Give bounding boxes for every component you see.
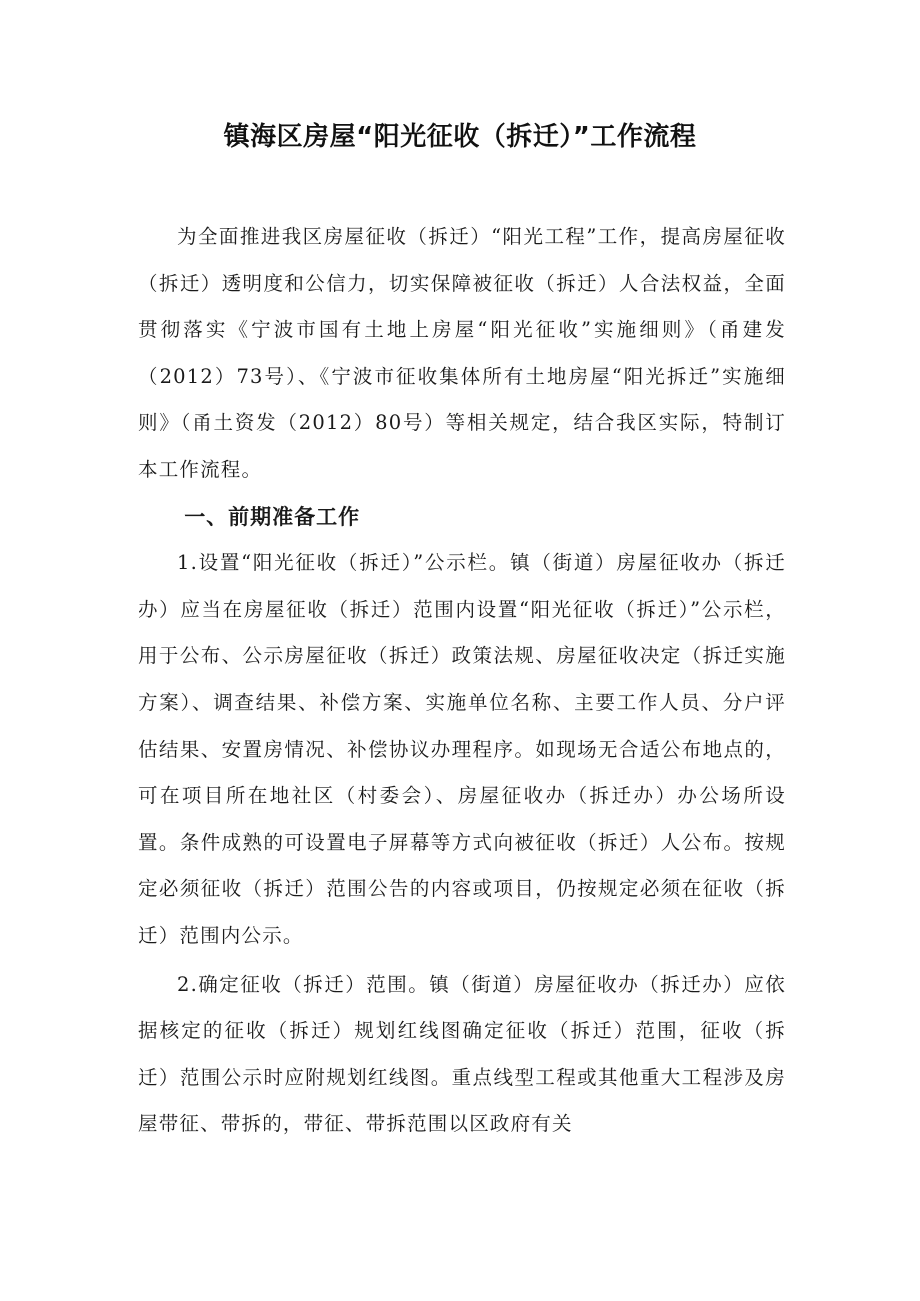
item-paragraph-1: 1.设置“阳光征收（拆迁）”公示栏。镇（街道）房屋征收办（拆迁办）应当在房屋征收（拆迁）范围内设置“阳光征收（拆迁）”公示栏，用于公布、公示房屋征收（拆迁）政策法规、房屋征收决定（拆迁实施方案）、调查结果、补偿方案、实施单位名称、主要工作人员、分户评估结果、安置房情况、补偿协议办理程序。如现场无合适公布地点的，可在项目所在地社区（村委会）、房屋征收办（拆迁办）办公场所设置。条件成熟的可设置电子屏幕等方式向被征收（拆迁）人公布。按规定必须征收（拆迁）范围公告的内容或项目，仍按规定必须在征收（拆迁）范围内公示。 [138,551,786,947]
section-heading-1: 一、前期准备工作 [184,504,361,529]
document-body [138,214,786,1148]
document-title: 镇海区房屋“阳光征收（拆迁）”工作流程 [223,122,697,152]
intro-paragraph: 为全面推进我区房屋征收（拆迁）“阳光工程”工作，提高房屋征收（拆迁）透明度和公信力，切实保障被征收（拆迁）人合法权益，全面贯彻落实《宁波市国有土地上房屋“阳光征收”实施细则》（甬建发（2012）73号）、《宁波市征收集体所有土地房屋“阳光拆迁”实施细则》（甬土资发（2012）80号）等相关规定，结合我区实际，特制订本工作流程。 [138,225,786,481]
item-paragraph-2: 2.确定征收（拆迁）范围。镇（街道）房屋征收办（拆迁办）应依据核定的征收（拆迁）规划红线图确定征收（拆迁）范围，征收（拆迁）范围公示时应附规划红线图。重点线型工程或其他重大工程涉及房屋带征、带拆的，带征、带拆范围以区政府有关 [138,972,786,1136]
